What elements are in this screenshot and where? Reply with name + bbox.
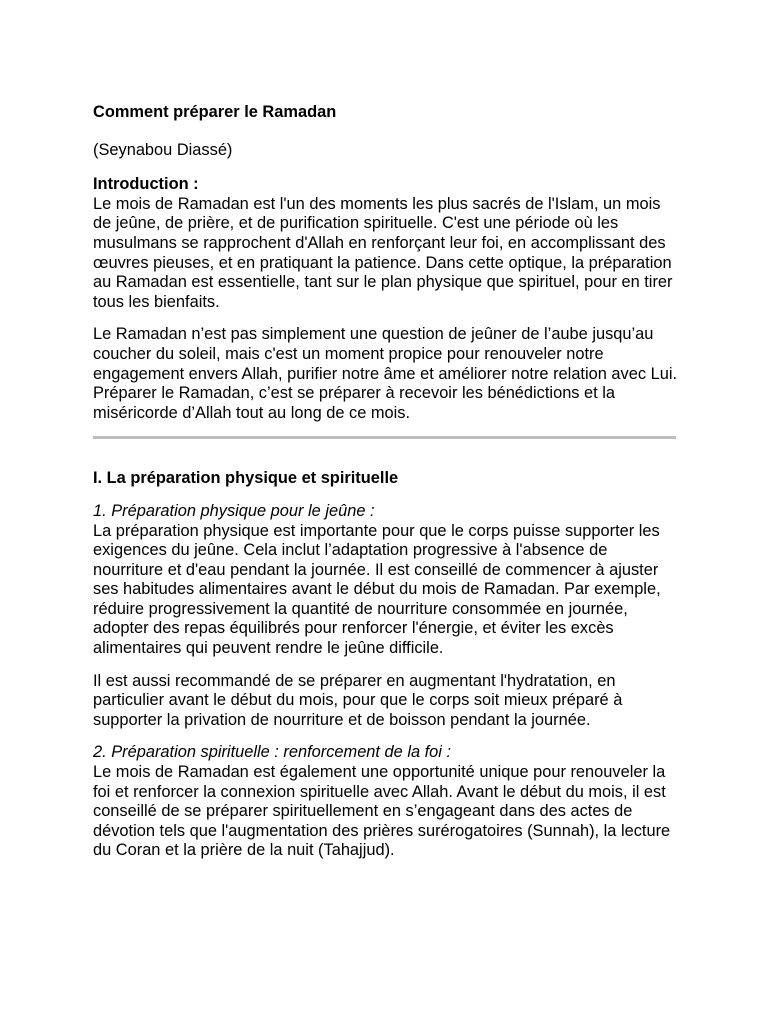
introduction-heading: Introduction :: [93, 175, 199, 194]
subsection-2-block: [93, 743, 678, 861]
introduction-paragraph-2: Le Ramadan n’est pas simplement une question de jeûner de l’aube jusqu’au coucher du soleil, mais c'est un moment propice pour renouveler notre engagement envers Allah, purifier notre âme et améliorer notre relation avec Lui. Préparer le Ramadan, c’est se préparer à recevoir les bénédictions et la miséricorde d’Allah tout au long de ce mois.: [93, 325, 678, 422]
subsection-2-heading: 2. Préparation spirituelle : renforcement de la foi :: [93, 743, 452, 762]
subsection-1-heading: 1. Préparation physique pour le jeûne :: [93, 501, 375, 520]
horizontal-divider: [93, 436, 676, 439]
section-1-title: I. La préparation physique et spirituelle: [93, 469, 399, 488]
introduction-block: [93, 175, 678, 312]
subsection-2-paragraph-1: Le mois de Ramadan est également une opportunité unique pour renouveler la foi et renforcer la connexion spirituelle avec Allah. Avant le début du mois, il est conseillé de se préparer spirituellement en s’engageant dans des actes de dévotion tels que l'augmentation des prières surérogatoires (Sunnah), la lecture du Coran et la prière de la nuit (Tahajjud).: [93, 763, 671, 860]
subsection-1-paragraph-1: La préparation physique est importante pour que le corps puisse supporter les exigences du jeûne. Cela inclut l’adaptation progressive à l'absence de nourriture et d'eau pendant la journée. Il est conseillé de commencer à ajuster ses habitudes alimentaires avant le début du mois de Ramadan. Par exemple, réduire progressivement la quantité de nourriture consommée en journée, adopter des repas équilibrés pour renforcer l'énergie, et éviter les excès alimentaires qui peuvent rendre le jeûne difficile.: [93, 521, 661, 658]
document-body: [93, 103, 678, 874]
introduction-paragraph-1: Le mois de Ramadan est l'un des moments les plus sacrés de l'Islam, un mois de jeûne, de prière, et de purification spirituelle. C'est une période où les musulmans se rapprochent d'Allah en renforçant leur foi, en accomplissant des œuvres pieuses, et en pratiquant la patience. Dans cette optique, la préparation au Ramadan est essentielle, tant sur le plan physique que spirituel, pour en tirer tous les bienfaits.: [93, 194, 673, 311]
subsection-1-paragraph-2: Il est aussi recommandé de se préparer en augmentant l'hydratation, en particulier avant le début du mois, pour que le corps soit mieux préparé à supporter la privation de nourriture et de boisson pendant la journée.: [93, 671, 623, 729]
document-author: (Seynabou Diassé): [93, 140, 233, 159]
document-title: Comment préparer le Ramadan: [93, 103, 337, 121]
subsection-1-block: [93, 502, 678, 659]
